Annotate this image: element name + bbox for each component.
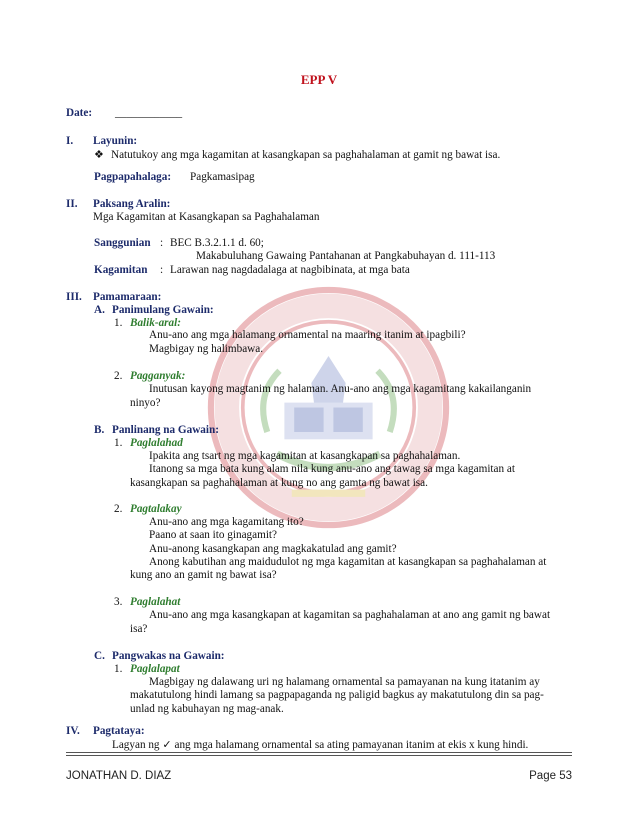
materials-label: Kagamitan [94,264,148,276]
b3-line-1: Anu-ano ang mga kasangkapan at kagamitan sa paghahalaman at ano ang gamit ng bawat [149,609,551,621]
b1-line-3: kasangkapan sa paghahalaman at kung no ang gamta ng bawat isa. [130,477,428,489]
a2-line-1: Inutusan kayong magtanim ng halaman. Anu-ano ang mga kagamitang kakailanganin [149,383,532,395]
b2-line-5: kung ano an gamit ng bawat isa? [130,569,277,581]
c1-line-2: makatutulong hindi lamang sa pagpapaganda ng paligid bagkus ay makatutulong din sa pag- [130,689,544,701]
section-3-heading: Pamamaraan: [93,291,162,303]
diamond-bullet-icon: ❖ [94,149,105,161]
check-icon: ✓ [162,739,172,751]
reference-text: BEC B.3.2.1.1 d. 60; [170,237,264,249]
value-text: Pagkamasipag [190,171,255,183]
a1-line-1: Anu-ano ang mga halamang ornamental na maaring itanim at ipagbili? [149,329,466,341]
b2-line-3: Anu-anong kasangkapan ang magkakatulad ang gamit? [149,543,397,555]
b3-label: Paglalahat [130,596,181,608]
materials-text: Larawan nag nagdadalaga at nagbibinata, at mga bata [170,264,410,276]
section-2-number: II. [66,198,78,210]
topic-text: Mga Kagamitan at Kasangkapan sa Paghahalaman [93,211,320,223]
reference-colon: : [160,237,164,249]
reference-label: Sanggunian [94,237,151,249]
reference-text-2: Makabuluhang Gawaing Pantahanan at Pangkabuhayan d. 111-113 [196,250,496,262]
c1-number: 1. [114,663,123,675]
b3-line-2: isa? [130,623,148,635]
b2-line-2: Paano at saan ito ginagamit? [149,529,277,541]
materials-colon: : [160,264,164,276]
part-b-heading: Panlinang na Gawain: [112,424,219,436]
part-c-letter: C. [94,650,105,662]
section-1-number: I. [66,135,74,147]
b2-number: 2. [114,503,123,515]
document-title: EPP V [300,72,338,87]
a1-number: 1. [114,317,123,329]
section-1-heading: Layunin: [93,135,138,147]
section-4-number: IV. [66,725,80,737]
part-a-heading: Panimulang Gawain: [112,304,214,316]
b2-line-4: Anong kabutihan ang maidudulot ng mga kagamitan at kasangkapan sa paghahalaman at [149,556,547,568]
part-c-heading: Pangwakas na Gawain: [112,650,225,662]
a2-number: 2. [114,370,123,382]
c1-line-1: Magbigay ng dalawang uri ng halamang ornamental sa pamayanan na kung itatanim ay [149,676,540,688]
school-seal-watermark [206,285,451,530]
b3-number: 3. [114,596,123,608]
value-label: Pagpapahalaga: [94,171,172,183]
a2-line-2: ninyo? [130,397,161,409]
evaluation-instruction [112,739,528,752]
part-b-letter: B. [94,424,105,436]
a1-line-2: Magbigay ng halimbawa. [149,343,264,355]
footer-rule-top [66,752,572,753]
b2-label: Pagtalakay [130,503,182,515]
section-2-heading: Paksang Aralin: [93,198,171,210]
section-4-heading: Pagtataya: [93,725,145,737]
footer-rule-bottom [66,755,572,756]
b1-number: 1. [114,437,123,449]
b2-line-1: Anu-ano ang mga kagamitang ito? [149,516,304,528]
date-blank: ____________ [115,107,183,119]
b1-label: Paglalahad [130,437,183,449]
c1-label: Paglalapat [130,663,180,675]
b1-line-1: Ipakita ang tsart ng mga kagamitan at kasangkapan sa paghahalaman. [149,450,461,462]
section-3-number: III. [66,291,82,303]
c1-line-3: unlad ng kabuhayan ng mag-anak. [130,703,284,715]
date-label: Date: [66,107,93,119]
objective-text: Natutukoy ang mga kagamitan at kasangkapan sa paghahalaman at gamit ng bawat isa. [111,149,501,161]
part-a-letter: A. [94,304,105,316]
footer-page-number: Page 53 [529,770,572,782]
evaluation-post: ang mga halamang ornamental sa ating pamayanan itanim at ekis x kung hindi. [174,739,529,751]
b1-line-2: Itanong sa mga bata kung alam nila kung anu-ano ang tawag sa mga kagamitan at [149,463,515,475]
evaluation-pre: Lagyan ng [112,739,160,751]
footer-author: JONATHAN D. DIAZ [66,770,172,782]
a1-label: Balik-aral: [130,317,181,329]
a2-label: Pagganyak: [130,370,186,382]
